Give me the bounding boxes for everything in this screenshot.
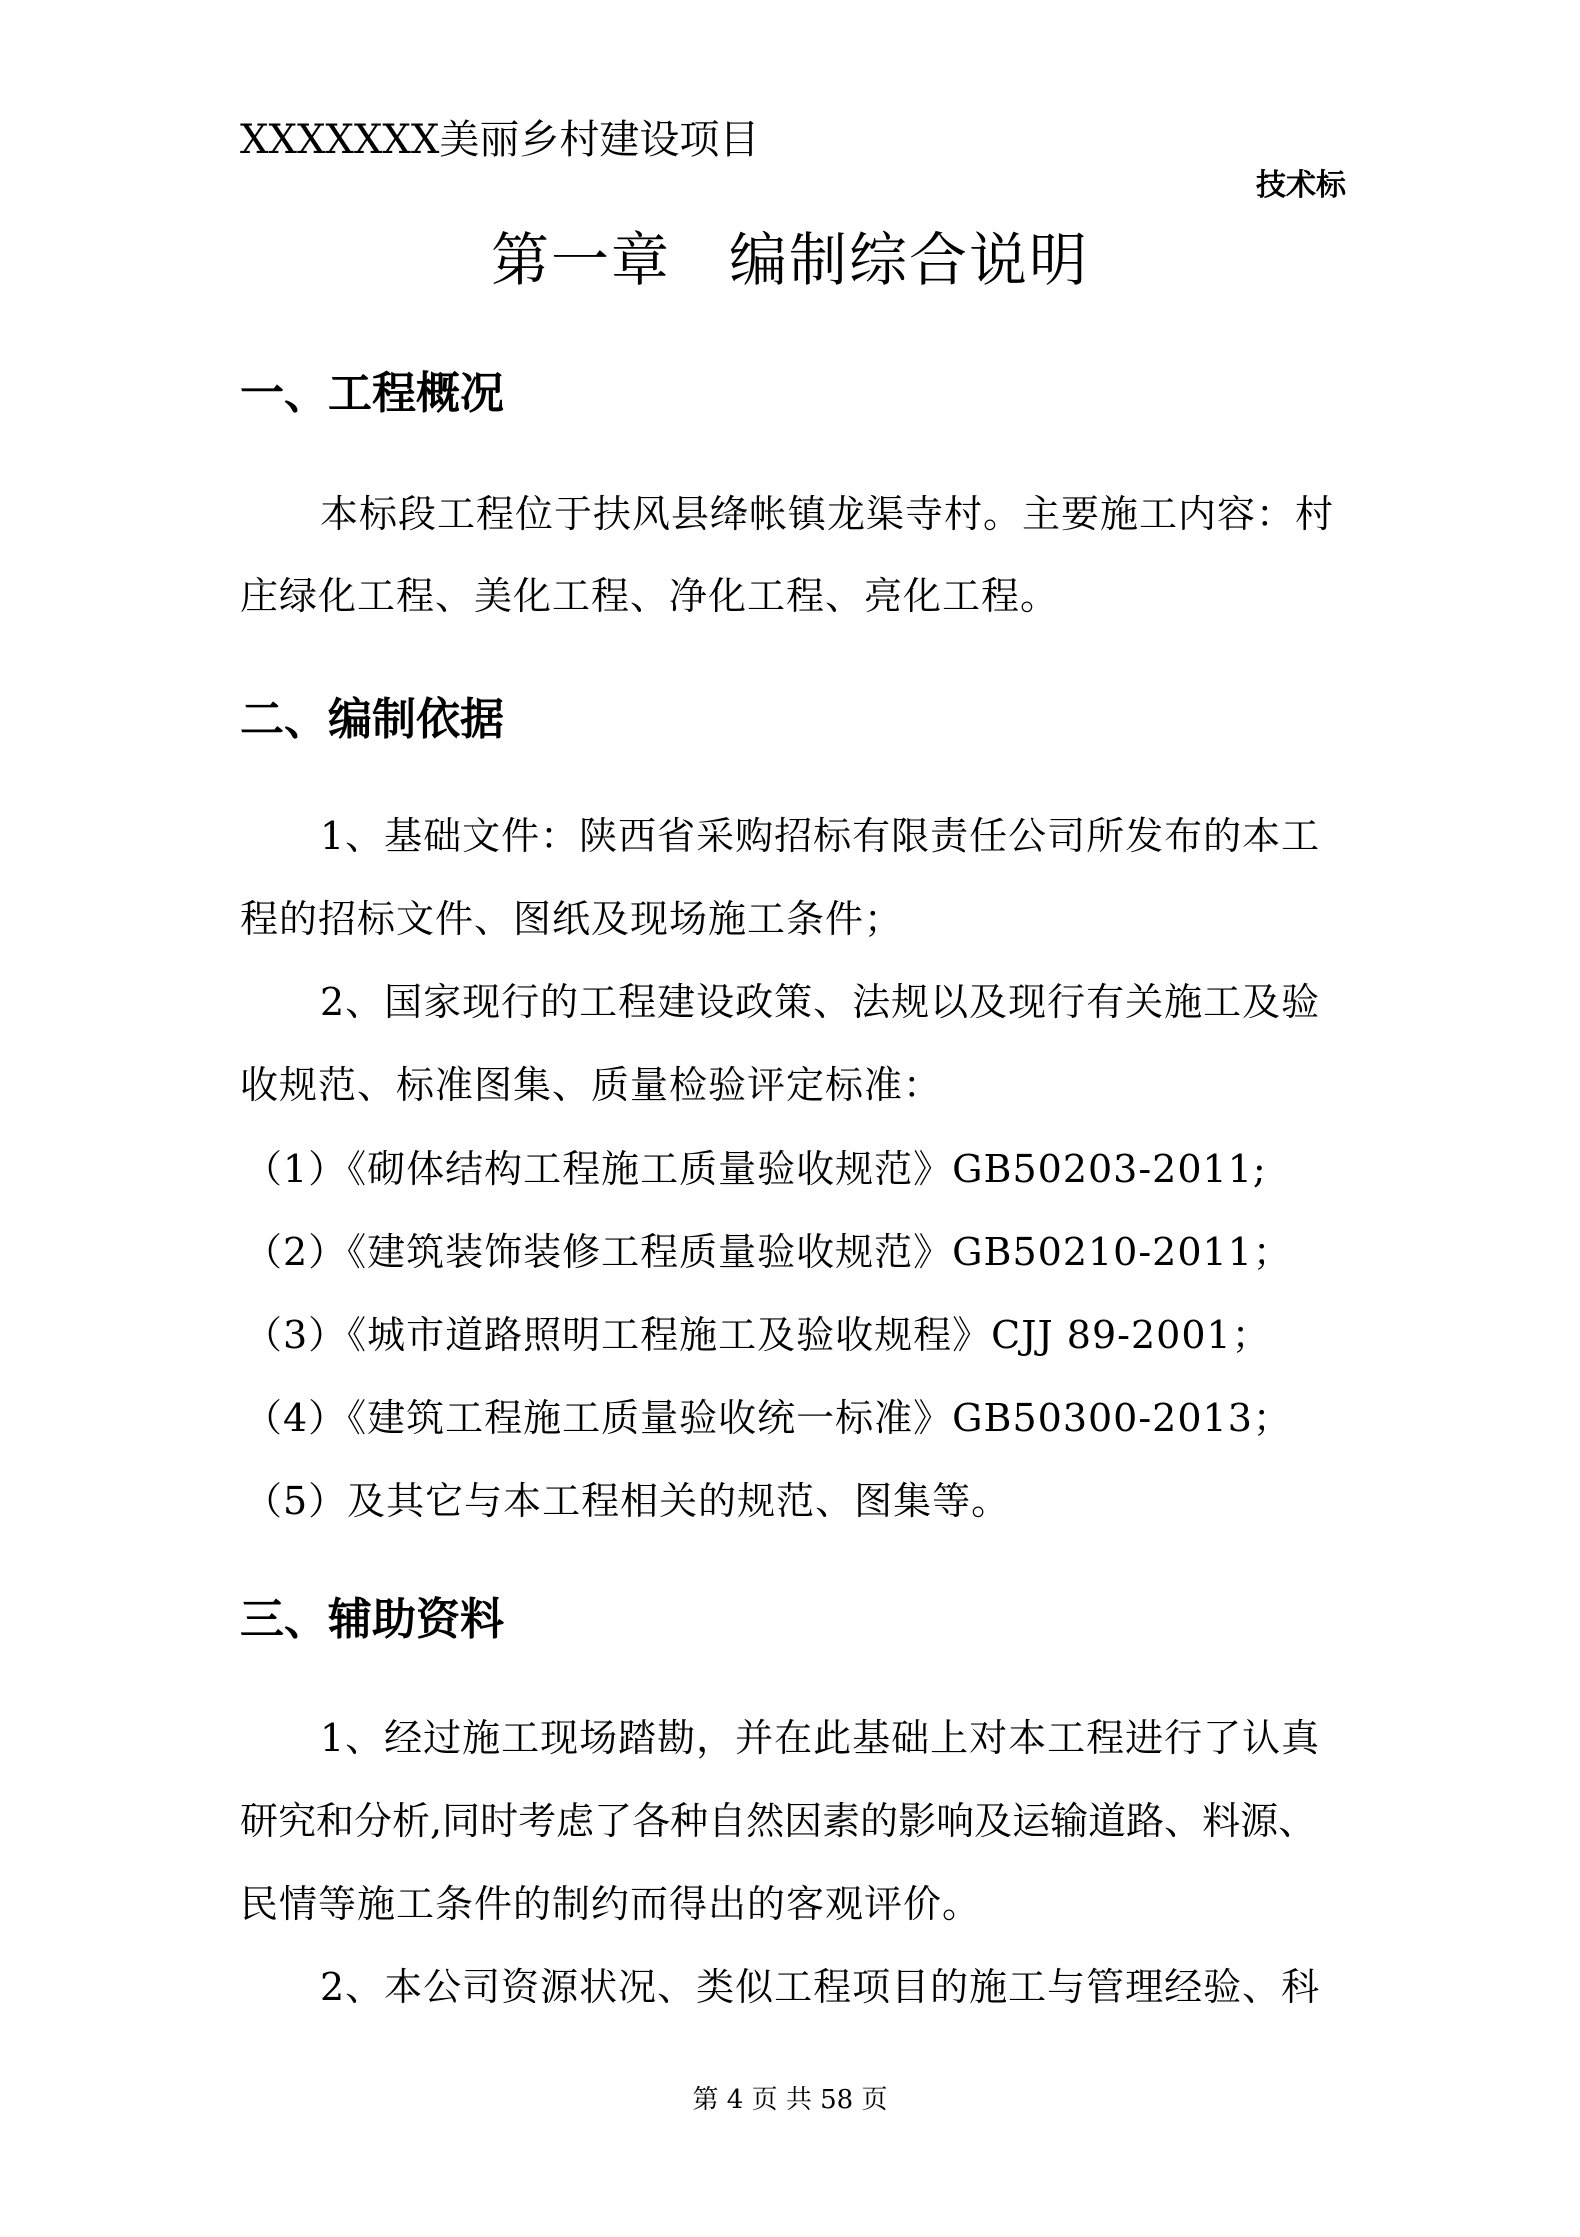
list-item: （4）《建筑工程施工质量验收统一标准》GB50300-2013； [244,1396,1292,1440]
paragraph-line: 本标段工程位于扶风县绛帐镇龙渠寺村。主要施工内容：村 [320,492,1335,536]
list-item: （1）《砌体结构工程施工质量验收规范》GB50203-2011; [244,1147,1267,1191]
section-heading-basis: 二、编制依据 [240,694,504,745]
list-item: （2）《建筑装饰装修工程质量验收规范》GB50210-2011； [244,1230,1292,1274]
list-item: （5）及其它与本工程相关的规范、图集等。 [244,1479,1011,1523]
page-number-footer: 第 4 页 共 58 页 [692,2085,888,2115]
section-heading-overview: 一、工程概况 [240,368,504,419]
paragraph-line: 庄绿化工程、美化工程、净化工程、亮化工程。 [240,574,1060,618]
chapter-number: 第一章 [490,226,671,294]
doc-type-label: 技术标 [1256,168,1346,203]
chapter-title [0,220,1580,300]
section-heading-materials: 三、辅助资料 [240,1594,504,1645]
chapter-name: 编制综合说明 [729,226,1090,294]
paragraph-line: 程的招标文件、图纸及现场施工条件； [240,897,904,941]
paragraph-line: 民情等施工条件的制约而得出的客观评价。 [240,1882,982,1926]
project-title: XXXXXXX美丽乡村建设项目 [240,117,760,163]
list-item: （3）《城市道路照明工程施工及验收规程》CJJ 89-2001； [244,1313,1271,1357]
paragraph-line: 2、国家现行的工程建设政策、法规以及现行有关施工及验 [320,980,1321,1024]
paragraph-line: 收规范、标准图集、质量检验评定标准： [240,1063,943,1107]
paragraph-line: 2、本公司资源状况、类似工程项目的施工与管理经验、科 [320,1965,1321,2009]
paragraph-line: 1、经过施工现场踏勘，并在此基础上对本工程进行了认真 [320,1716,1321,1760]
paragraph-line: 1、基础文件：陕西省采购招标有限责任公司所发布的本工 [320,814,1321,858]
paragraph-line: 研究和分析,同时考虑了各种自然因素的影响及运输道路、料源、 [240,1799,1317,1843]
